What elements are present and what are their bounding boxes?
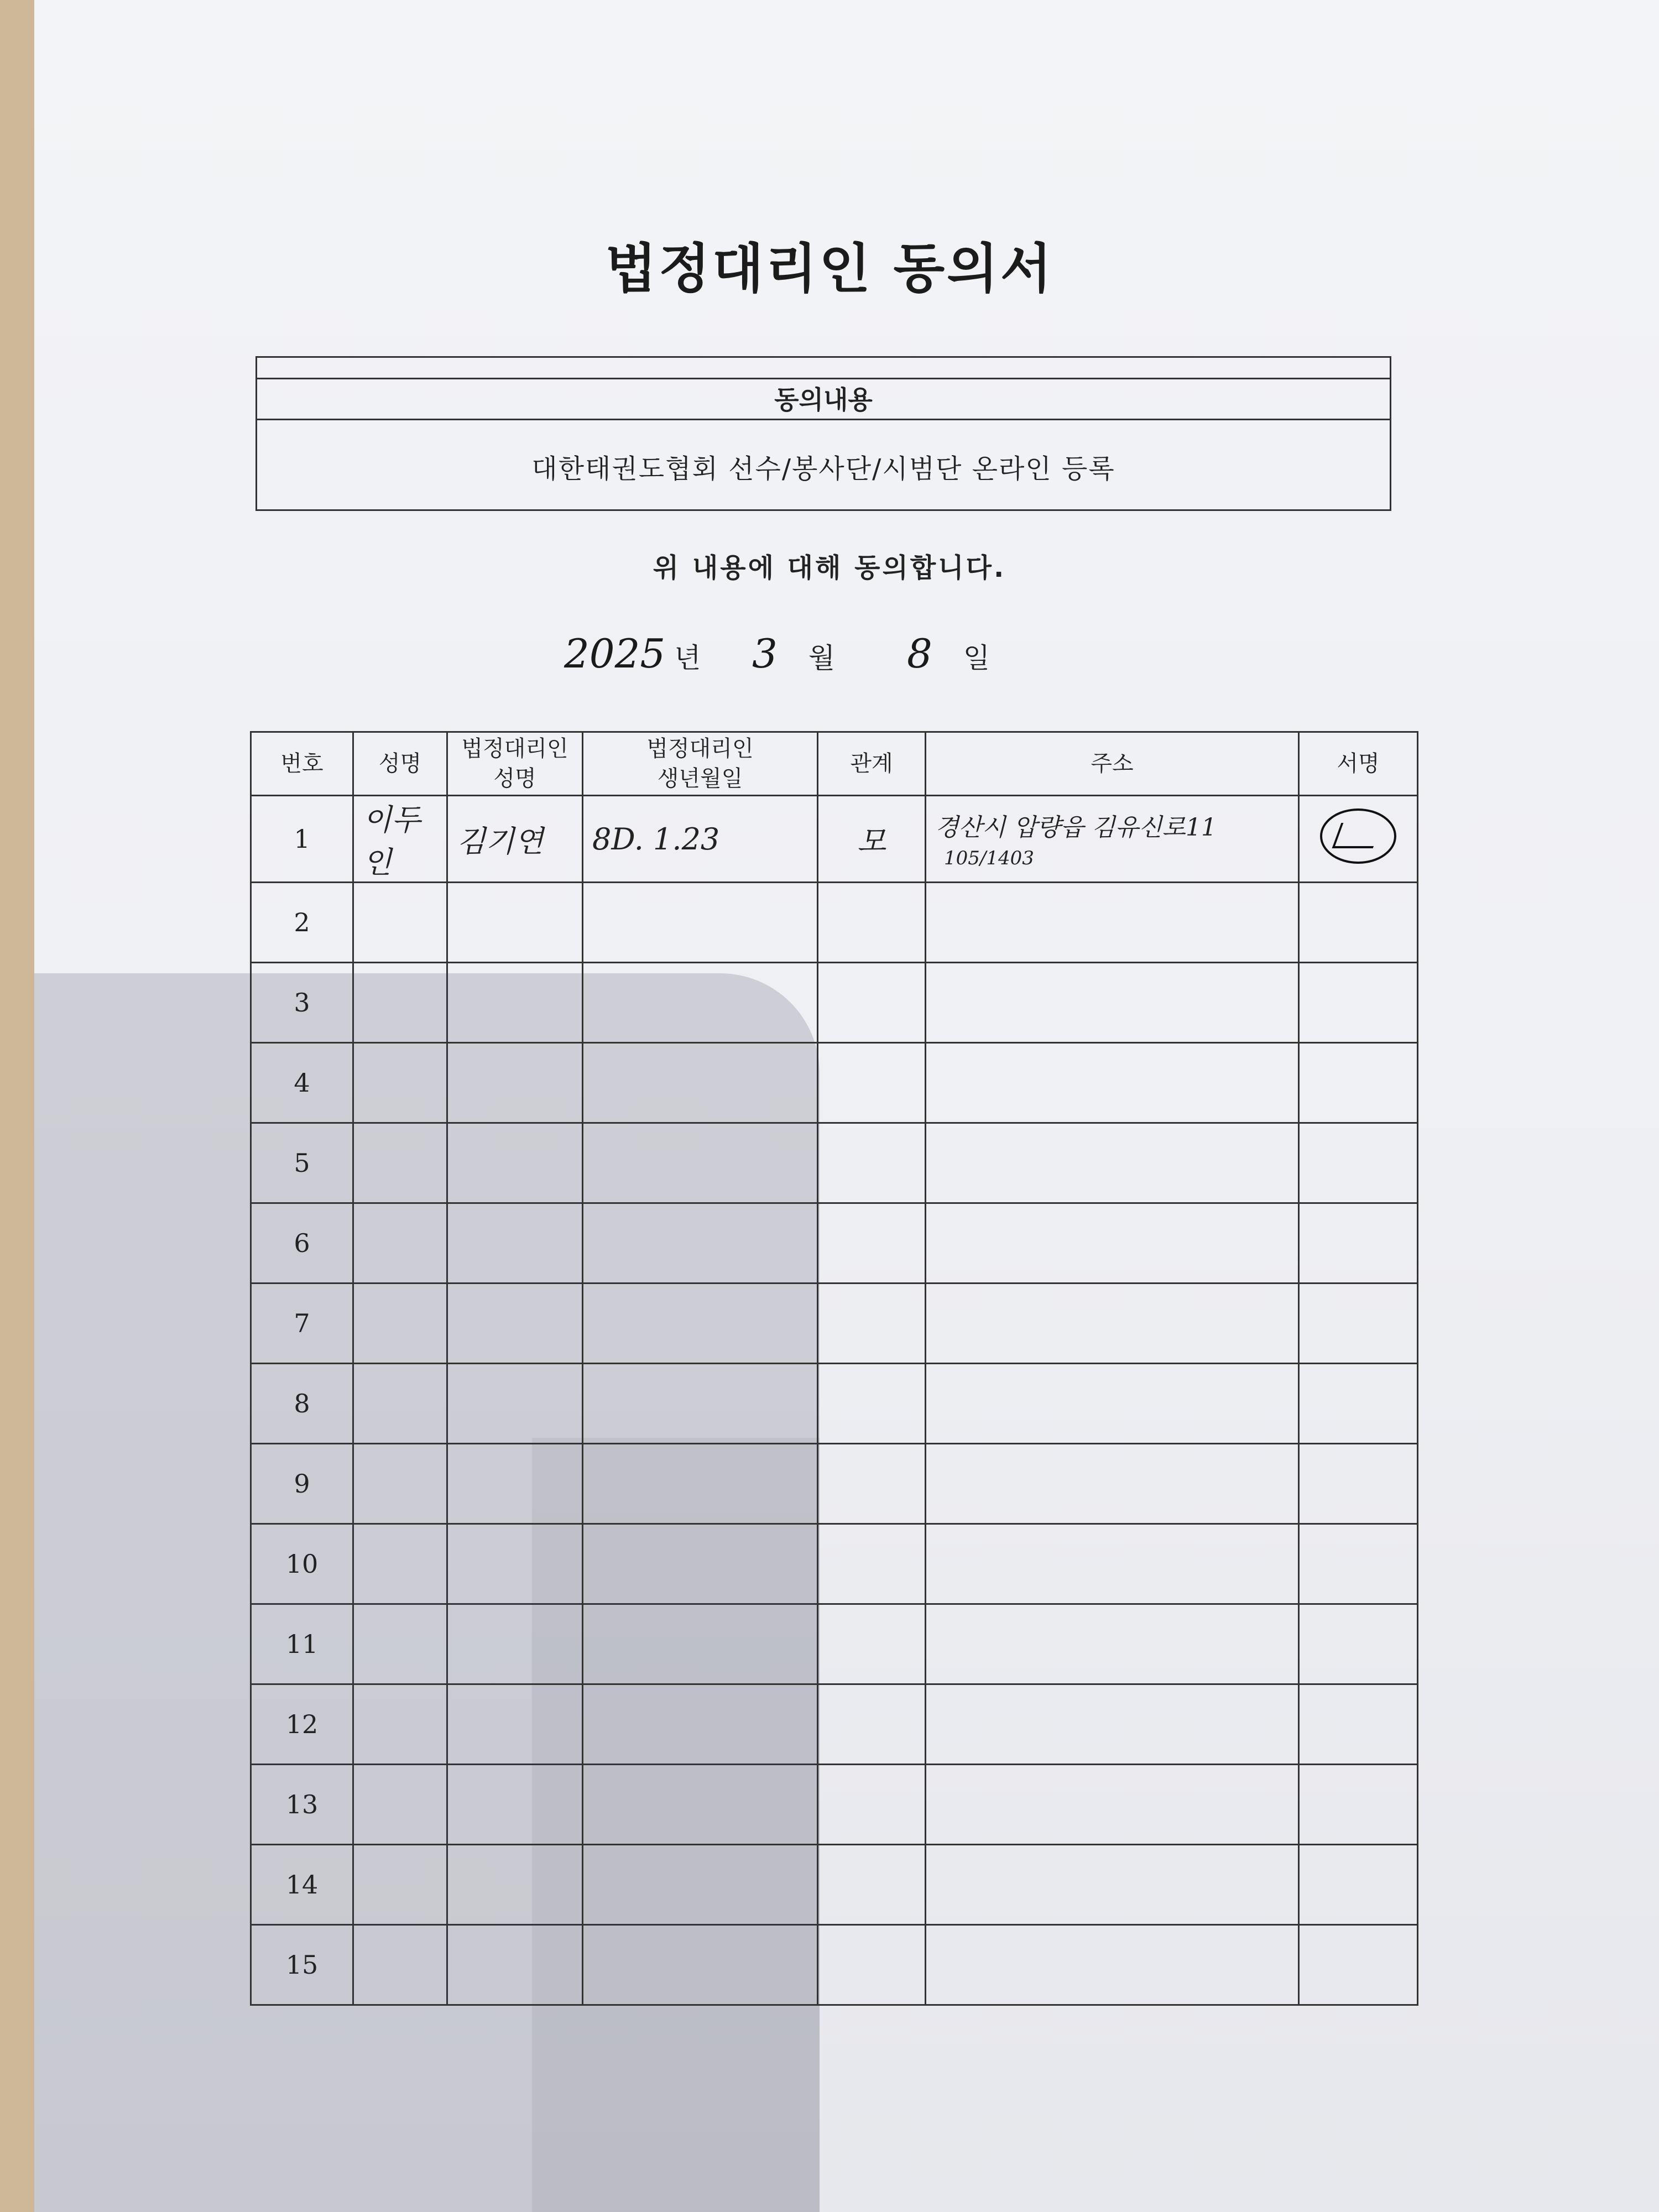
date-day-label: 일 <box>963 642 990 674</box>
cell-name: 이두인 <box>353 796 447 883</box>
header-no: 번호 <box>251 732 353 796</box>
table-row <box>251 1925 1418 2005</box>
cell-no: 10 <box>251 1524 353 1604</box>
guardian-table <box>250 731 1418 2006</box>
table-row <box>251 1043 1418 1123</box>
table-row <box>251 1604 1418 1684</box>
cell-no: 14 <box>251 1845 353 1925</box>
cell-signature <box>1299 796 1418 883</box>
header-guardian-birth <box>583 732 818 796</box>
cell-no: 9 <box>251 1444 353 1524</box>
cell-no: 4 <box>251 1043 353 1123</box>
cell-no: 5 <box>251 1123 353 1203</box>
table-row <box>251 1684 1418 1765</box>
cell-no: 13 <box>251 1765 353 1845</box>
cell-guardian-name: 김기연 <box>447 796 583 883</box>
table-row <box>251 796 1418 883</box>
date-month-value: 3 <box>752 630 778 677</box>
cell-no: 11 <box>251 1604 353 1684</box>
header-guardian-birth-line1: 법정대리인 <box>646 736 754 761</box>
header-guardian-name-line2: 성명 <box>493 766 536 791</box>
cell-relation: 모 <box>818 796 926 883</box>
consent-text: 대한태권도협회 선수/봉사단/시범단 온라인 등록 <box>531 453 1115 484</box>
cell-address <box>926 796 1299 883</box>
cell-address-text: 경산시 압량읍 김유신로11 <box>935 813 1217 842</box>
header-name: 성명 <box>353 732 447 796</box>
date-year-value: 2025 <box>564 630 666 677</box>
cell-no: 15 <box>251 1925 353 2005</box>
signature-mark <box>1320 808 1396 864</box>
table-row <box>251 1845 1418 1925</box>
table-row <box>251 1284 1418 1364</box>
cell-no: 6 <box>251 1203 353 1284</box>
date-year-label: 년 <box>674 642 701 674</box>
date-month <box>752 630 835 680</box>
cell-address-unit: 105/1403 <box>944 847 1034 869</box>
cell-no: 12 <box>251 1684 353 1765</box>
consent-header: 동의내용 <box>774 385 873 415</box>
header-relation: 관계 <box>818 732 926 796</box>
table-row <box>251 963 1418 1043</box>
header-signature: 서명 <box>1299 732 1418 796</box>
table-row <box>251 1364 1418 1444</box>
cell-no: 3 <box>251 963 353 1043</box>
document-title: 법정대리인 동의서 <box>605 238 1054 300</box>
table-row <box>251 1765 1418 1845</box>
date-month-label: 월 <box>808 642 836 674</box>
agree-statement: 위 내용에 대해 동의합니다. <box>653 552 1006 583</box>
cell-no: 7 <box>251 1284 353 1364</box>
header-guardian-name-line1: 법정대리인 <box>461 736 568 761</box>
table-row <box>251 883 1418 963</box>
cell-guardian-birth: 8D. 1.23 <box>583 796 818 883</box>
table-row <box>251 1524 1418 1604</box>
header-address: 주소 <box>926 732 1299 796</box>
cell-no: 2 <box>251 883 353 963</box>
date-day-value: 8 <box>907 630 932 677</box>
table-row <box>251 1203 1418 1284</box>
header-guardian-name <box>447 732 583 796</box>
cell-no: 8 <box>251 1364 353 1444</box>
table-row <box>251 1444 1418 1524</box>
header-guardian-birth-line2: 생년월일 <box>657 766 743 791</box>
date-year <box>564 630 701 680</box>
consent-header-row <box>257 358 1390 420</box>
table-header-row <box>251 732 1418 796</box>
date-day <box>907 630 990 680</box>
cell-no: 1 <box>251 796 353 883</box>
table-row <box>251 1123 1418 1203</box>
consent-box <box>255 356 1391 511</box>
